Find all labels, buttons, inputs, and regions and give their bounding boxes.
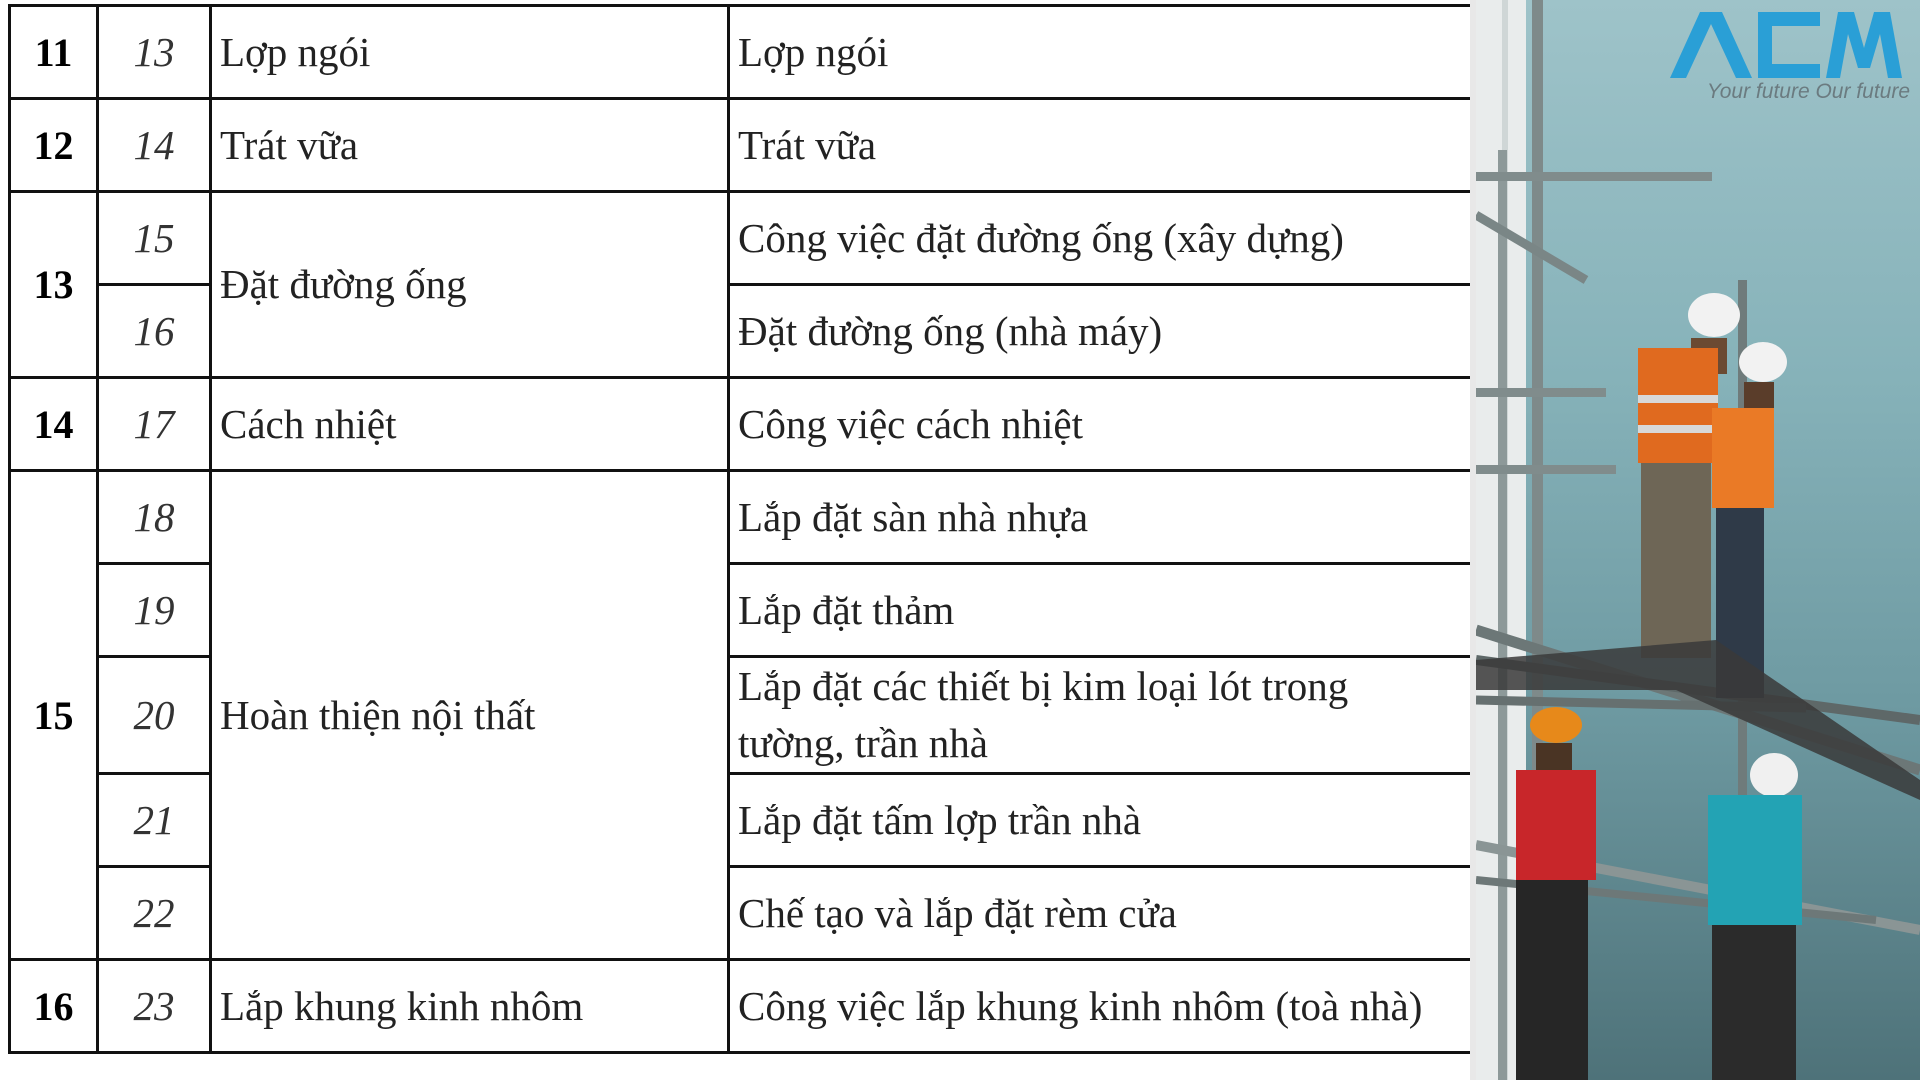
work-item: Công việc cách nhiệt — [729, 378, 1474, 471]
item-number: 21 — [98, 774, 211, 867]
table-row — [10, 99, 1474, 192]
work-item: Đặt đường ống (nhà máy) — [729, 285, 1474, 378]
work-item: Lắp đặt các thiết bị kim loại lót trong tường, trần nhà — [729, 657, 1474, 774]
table-row — [10, 960, 1474, 1053]
work-item: Lắp đặt tấm lợp trần nhà — [729, 774, 1474, 867]
construction-workers-image — [1476, 0, 1920, 1080]
trade-category: Hoàn thiện nội thất — [211, 471, 729, 960]
work-item: Lắp đặt sàn nhà nhựa — [729, 471, 1474, 564]
trade-category: Trát vữa — [211, 99, 729, 192]
work-item: Lợp ngói — [729, 6, 1474, 99]
item-number: 16 — [98, 285, 211, 378]
item-number: 15 — [98, 192, 211, 285]
construction-workers-scaffolding-image — [1476, 0, 1920, 1080]
brand-tagline: Your future Our future — [1706, 80, 1910, 103]
item-number: 20 — [98, 657, 211, 774]
work-item: Công việc đặt đường ống (xây dựng) — [729, 192, 1474, 285]
item-number: 18 — [98, 471, 211, 564]
item-number: 23 — [98, 960, 211, 1053]
work-item: Chế tạo và lắp đặt rèm cửa — [729, 867, 1474, 960]
item-number: 22 — [98, 867, 211, 960]
group-number: 14 — [10, 378, 98, 471]
table-row — [10, 192, 1474, 285]
table-row — [10, 6, 1474, 99]
trade-category: Lợp ngói — [211, 6, 729, 99]
item-number: 19 — [98, 564, 211, 657]
table-row — [10, 471, 1474, 564]
trade-category: Cách nhiệt — [211, 378, 729, 471]
work-item: Trát vữa — [729, 99, 1474, 192]
trade-category: Đặt đường ống — [211, 192, 729, 378]
work-item: Lắp đặt thảm — [729, 564, 1474, 657]
acm-logo — [1670, 12, 1902, 78]
work-item: Công việc lắp khung kinh nhôm (toà nhà) — [729, 960, 1474, 1053]
item-number: 14 — [98, 99, 211, 192]
trade-category: Lắp khung kinh nhôm — [211, 960, 729, 1053]
group-number: 11 — [10, 6, 98, 99]
group-number: 13 — [10, 192, 98, 378]
group-number: 15 — [10, 471, 98, 960]
trade-table — [8, 4, 1475, 1054]
table-row — [10, 378, 1474, 471]
group-number: 16 — [10, 960, 98, 1053]
group-number: 12 — [10, 99, 98, 192]
item-number: 17 — [98, 378, 211, 471]
item-number: 13 — [98, 6, 211, 99]
